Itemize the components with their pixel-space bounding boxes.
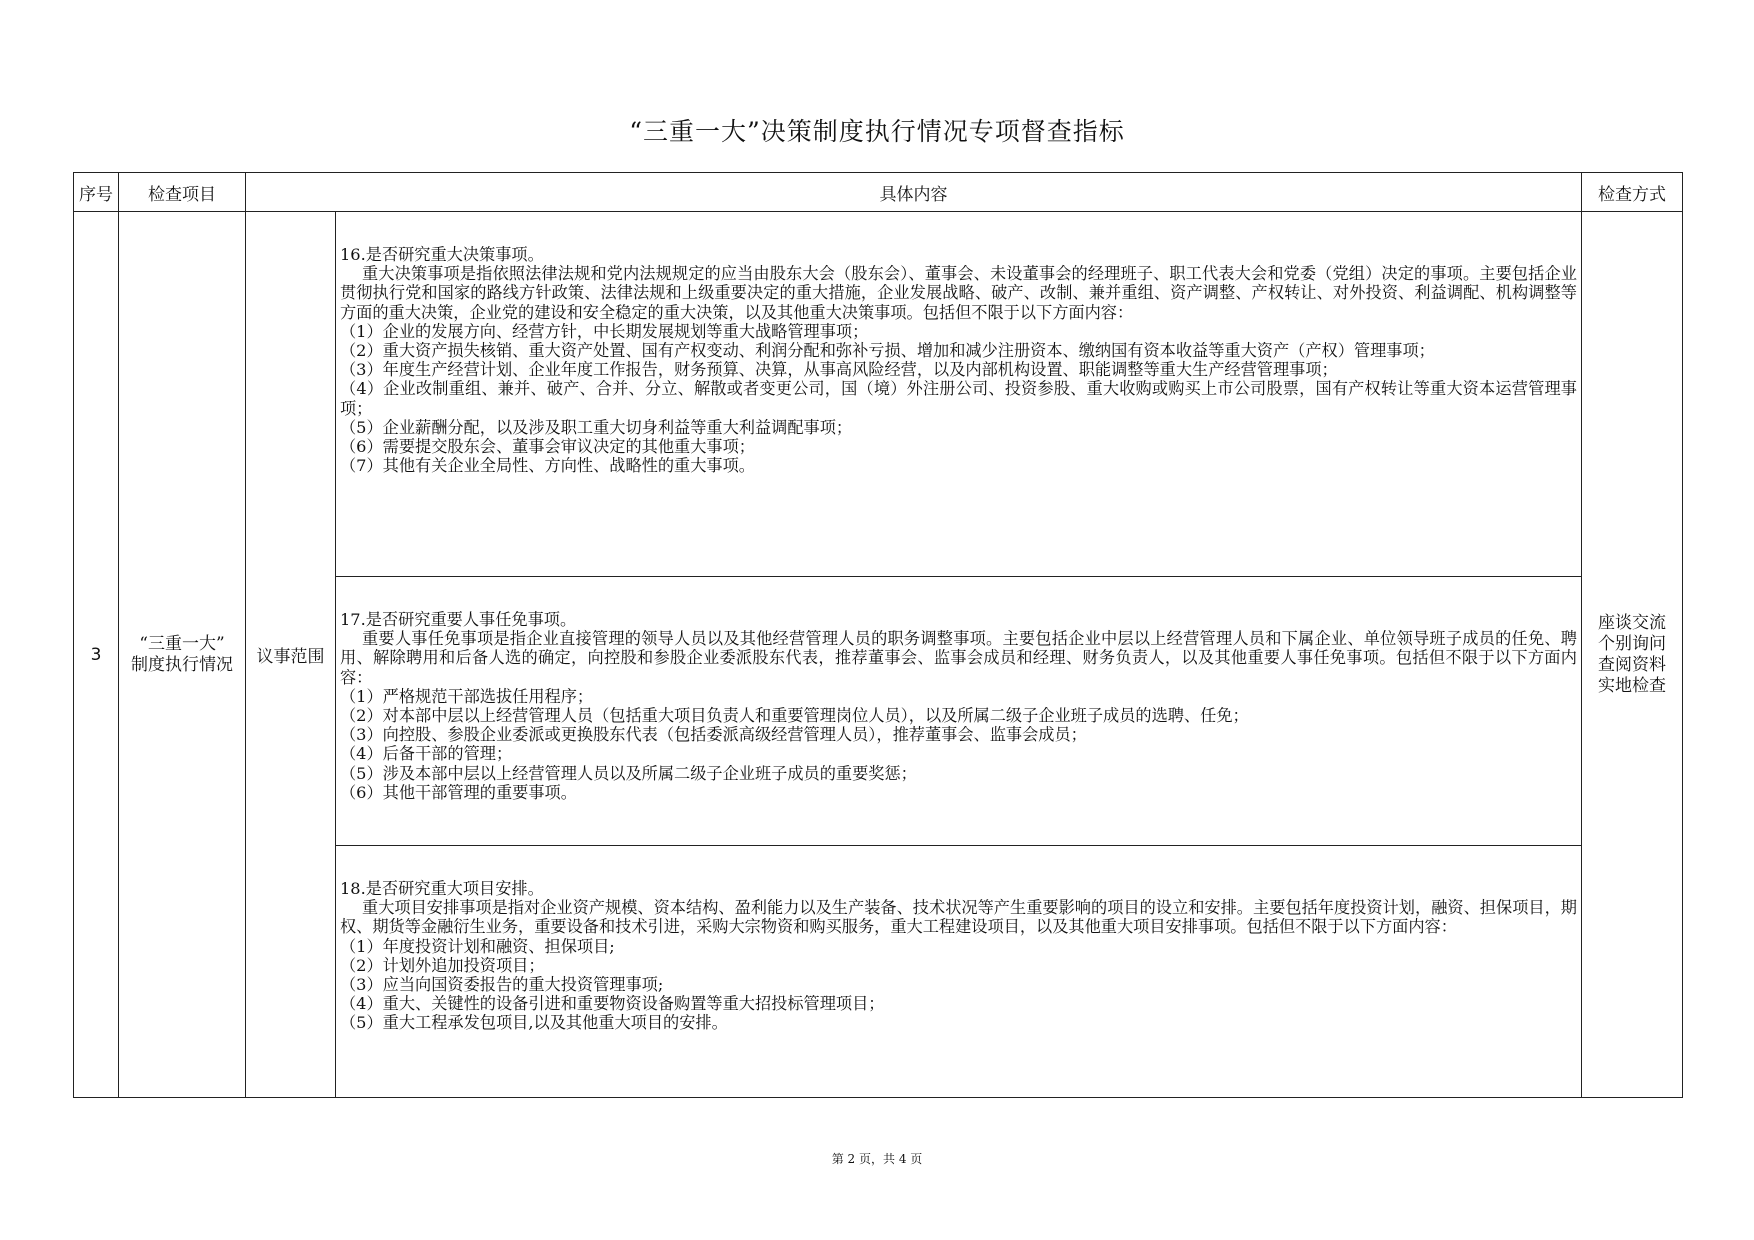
method-line: 个别询问 [1598,633,1666,654]
row-scope: 议事范围 [246,212,336,1098]
section-heading: 18.是否研究重大项目安排。 [340,879,544,898]
section-point: （6）需要提交股东会、董事会审议决定的其他重大事项； [340,437,755,457]
header-check-method: 检查方式 [1582,173,1683,212]
method-line: 实地检查 [1598,675,1666,696]
section-point: （5）企业薪酬分配，以及涉及职工重大切身利益等重大利益调配事项； [340,417,853,437]
table-row-section-16 [74,212,1683,577]
section-heading: 17.是否研究重要人事任免事项。 [340,610,577,629]
section-point: （4）重大、关键性的设备引进和重要物资设备购置等重大招投标管理项目； [340,994,885,1014]
method-line: 座谈交流 [1598,612,1666,633]
page-title: “三重一大”决策制度执行情况专项督查指标 [629,117,1125,146]
content-section-16 [336,212,1582,577]
row-serial-number: 3 [74,212,119,1098]
section-point: （5）涉及本部中层以上经营管理人员以及所属二级子企业班子成员的重要奖惩； [340,763,917,783]
section-point: （6）其他干部管理的重要事项。 [340,782,577,802]
section-point: （3）应当向国资委报告的重大投资管理事项; [340,975,664,995]
row-check-item-line2: 制度执行情况 [131,654,233,675]
section-paragraph: 重大决策事项是指依照法律法规和党内法规规定的应当由股东大会（股东会）、董事会、未设董事会的经理班子、职工代表大会和党委（党组）决定的事项。主要包括企业贯彻执行党和国家的路线方针政策、法律法规和上级重要决定的重大措施，企业发展战略、破产、改制、兼并重组、资产调整、产权转让、对外投资、利益调配、机构调整等方面的重大决策，企业党的建设和安全稳定的重大决策，以及其他重大决策事项。包括但不限于以下方面内容： [340,264,1577,322]
header-specific-content: 具体内容 [246,173,1582,212]
content-section-17 [336,577,1582,846]
section-point: （7）其他有关企业全局性、方向性、战略性的重大事项。 [340,456,755,476]
section-heading: 16.是否研究重大决策事项。 [340,245,544,264]
section-point: （1）严格规范干部选拔任用程序； [340,686,594,706]
row-check-method [1582,212,1683,1098]
section-point: （2）对本部中层以上经营管理人员（包括重大项目负责人和重要管理岗位人员），以及所属二级子企业班子成员的选聘、任免； [340,706,1249,726]
section-point: （3）年度生产经营计划、企业年度工作报告，财务预算、决算，从事高风险经营，以及内部机构设置、职能调整等重大生产经营管理事项； [340,360,1338,380]
page-footer: 第 2 页，共 4 页 [831,1152,923,1166]
row-check-item [119,212,246,1098]
method-line: 查阅资料 [1598,654,1666,675]
content-section-18 [336,846,1582,1098]
inspection-table [73,172,1683,1098]
section-point: （2）重大资产损失核销、重大资产处置、国有产权变动、利润分配和弥补亏损、增加和减少注册资本、缴纳国有资本收益等重大资产（产权）管理事项； [340,341,1435,361]
section-point: （1）年度投资计划和融资、担保项目; [340,936,615,956]
row-check-item-line1: “三重一大” [139,633,225,654]
section-point: （2）计划外追加投资项目； [340,955,545,975]
section-paragraph: 重要人事任免事项是指企业直接管理的领导人员以及其他经营管理人员的职务调整事项。主要包括企业中层以上经营管理人员和下属企业、单位领导班子成员的任免、聘用、解除聘用和后备人选的确定，向控股和参股企业委派股东代表，推荐董事会、监事会成员和经理、财务负责人，以及其他重要人事任免事项。包括但不限于以下方面内容： [340,629,1577,687]
header-serial-number: 序号 [74,173,119,212]
section-point: （4）企业改制重组、兼并、破产、合并、分立、解散或者变更公司，国（境）外注册公司、投资参股、重大收购或购买上市公司股票，国有产权转让等重大资本运营管理事项； [340,379,1577,418]
section-point: （5）重大工程承发包项目,以及其他重大项目的安排。 [340,1013,728,1033]
section-point: （3）向控股、参股企业委派或更换股东代表（包括委派高级经营管理人员），推荐董事会、监事会成员； [340,725,1087,745]
section-paragraph: 重大项目安排事项是指对企业资产规模、资本结构、盈利能力以及生产装备、技术状况等产生重要影响的项目的设立和安排。主要包括年度投资计划，融资、担保项目，期权、期货等金融衍生业务，重要设备和技术引进，采购大宗物资和购买服务，重大工程建设项目，以及其他重大项目安排事项。包括但不限于以下方面内容： [340,898,1577,937]
table-header-row [74,173,1683,212]
header-check-item: 检查项目 [119,173,246,212]
section-point: （1）企业的发展方向、经营方针，中长期发展规划等重大战略管理事项； [340,321,869,341]
section-point: （4）后备干部的管理； [340,744,513,764]
